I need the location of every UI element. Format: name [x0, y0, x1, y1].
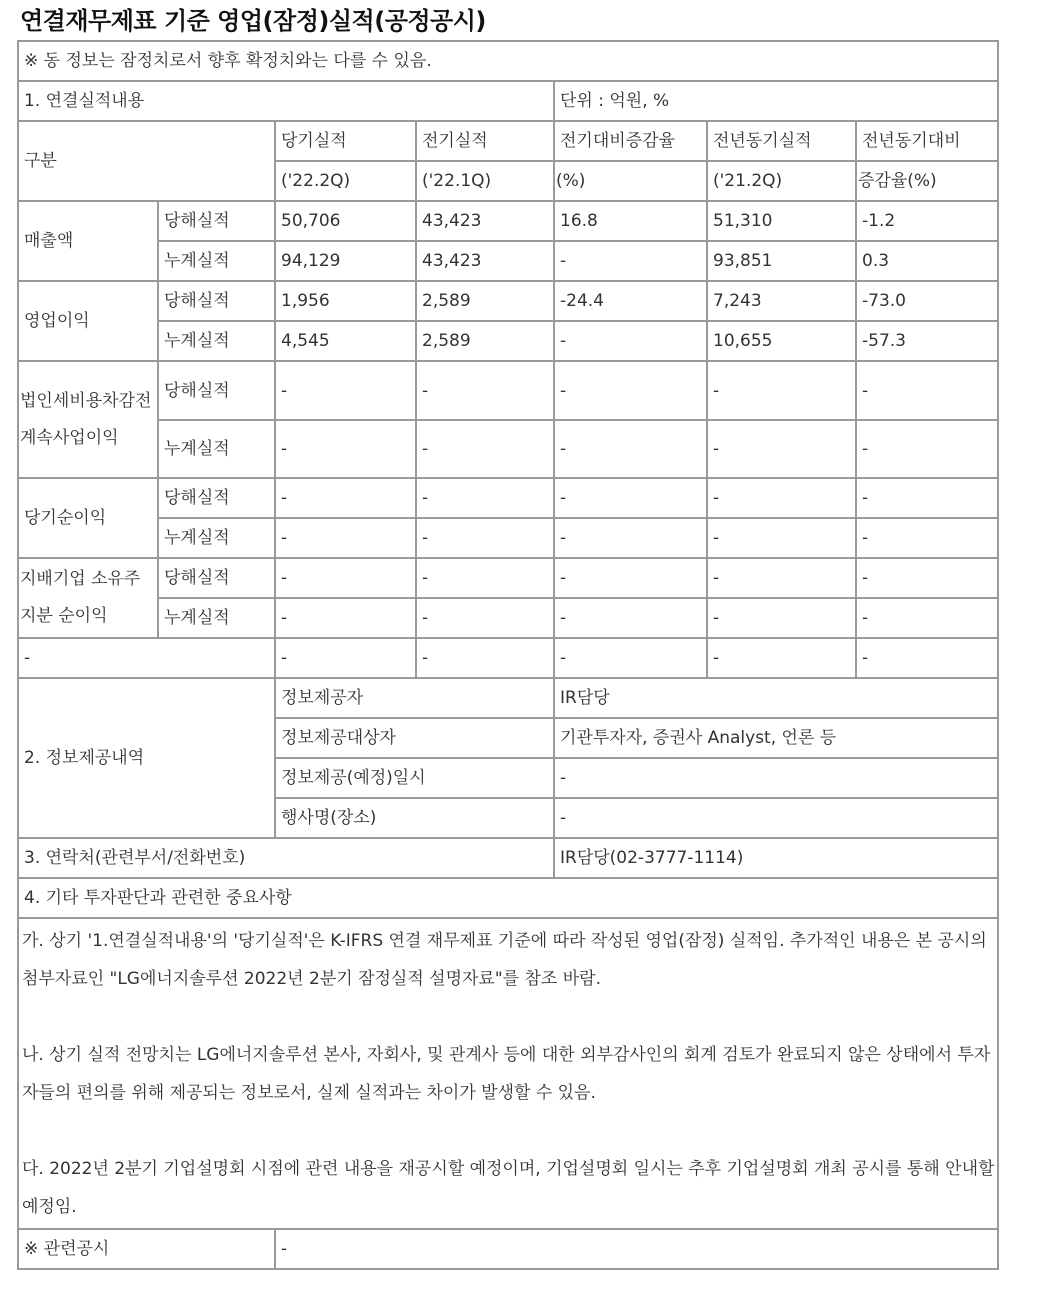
value-cell: -: [275, 518, 416, 558]
value-cell: -: [856, 558, 998, 598]
extra-row-label: -: [18, 638, 275, 678]
section1-label: 1. 연결실적내용: [18, 81, 554, 121]
value-cell: -: [554, 638, 707, 678]
value-cell: -57.3: [856, 321, 998, 361]
value-cell: -: [707, 518, 856, 558]
header-category: 구분: [18, 121, 275, 201]
row-type: 당해실적: [158, 281, 275, 321]
value-cell: 93,851: [707, 241, 856, 281]
value-cell: -: [275, 420, 416, 478]
section4-label: 4. 기타 투자판단과 관련한 중요사항: [18, 878, 998, 918]
value-cell: -1.2: [856, 201, 998, 241]
row-type: 누계실적: [158, 241, 275, 281]
row-type: 누계실적: [158, 598, 275, 638]
header-col3-bottom: (%): [554, 161, 707, 201]
section2-label: 2. 정보제공내역: [18, 678, 275, 838]
value-cell: 0.3: [856, 241, 998, 281]
header-col1-bottom: ('22.2Q): [275, 161, 416, 201]
value-cell: -: [856, 478, 998, 518]
value-cell: -: [275, 638, 416, 678]
value-cell: 43,423: [416, 241, 554, 281]
disclosure-table: [17, 40, 999, 1270]
info-value: IR담당: [554, 678, 998, 718]
unit-label: 단위 : 억원, %: [554, 81, 998, 121]
header-col2-bottom: ('22.1Q): [416, 161, 554, 201]
contact-value: IR담당(02-3777-1114): [554, 838, 998, 878]
value-cell: -: [275, 558, 416, 598]
notice-text: ※ 동 정보는 잠정치로서 향후 확정치와는 다를 수 있음.: [18, 41, 998, 81]
related-label: ※ 관련공시: [18, 1229, 275, 1269]
value-cell: -: [275, 598, 416, 638]
value-cell: -: [416, 420, 554, 478]
value-cell: -: [707, 361, 856, 420]
value-cell: -: [416, 638, 554, 678]
value-cell: 2,589: [416, 321, 554, 361]
info-key: 정보제공자: [275, 678, 554, 718]
info-value: -: [554, 798, 998, 838]
value-cell: -: [554, 518, 707, 558]
header-col5-top: 전년동기대비: [856, 121, 998, 161]
row-type: 당해실적: [158, 361, 275, 420]
value-cell: -: [416, 558, 554, 598]
value-cell: -: [554, 420, 707, 478]
info-value: -: [554, 758, 998, 798]
value-cell: 2,589: [416, 281, 554, 321]
value-cell: 1,956: [275, 281, 416, 321]
header-col2-top: 전기실적: [416, 121, 554, 161]
value-cell: 94,129: [275, 241, 416, 281]
row-type: 누계실적: [158, 420, 275, 478]
value-cell: -: [707, 598, 856, 638]
value-cell: 10,655: [707, 321, 856, 361]
row-type: 당해실적: [158, 558, 275, 598]
value-cell: 4,545: [275, 321, 416, 361]
value-cell: 50,706: [275, 201, 416, 241]
value-cell: 7,243: [707, 281, 856, 321]
value-cell: -: [856, 598, 998, 638]
value-cell: -: [856, 361, 998, 420]
value-cell: -: [554, 241, 707, 281]
value-cell: -: [554, 321, 707, 361]
value-cell: -: [707, 558, 856, 598]
notes-cell: [18, 918, 998, 1229]
value-cell: -: [856, 420, 998, 478]
page-title: 연결재무제표 기준 영업(잠정)실적(공정공시): [20, 7, 486, 35]
value-cell: -: [554, 478, 707, 518]
note-a: 가. 상기 '1.연결실적내용'의 '당기실적'은 K-IFRS 연결 재무제표 기준에 따라 작성된 영업(잠정) 실적임. 추가적인 내용은 본 공시의 첨부자료인 "LG에너지솔루션 2022년 2분기 잠정실적 설명자료"를 참조 바람.: [22, 931, 987, 989]
header-col3-top: 전기대비증감율: [554, 121, 707, 161]
value-cell: -: [707, 420, 856, 478]
value-cell: -: [856, 518, 998, 558]
value-cell: -: [554, 598, 707, 638]
info-key: 정보제공대상자: [275, 718, 554, 758]
value-cell: -: [707, 478, 856, 518]
info-key: 정보제공(예정)일시: [275, 758, 554, 798]
value-cell: -73.0: [856, 281, 998, 321]
row-type: 당해실적: [158, 478, 275, 518]
value-cell: -: [416, 478, 554, 518]
group-label-revenue: 매출액: [18, 201, 158, 281]
value-cell: -: [416, 598, 554, 638]
value-cell: 16.8: [554, 201, 707, 241]
row-type: 누계실적: [158, 321, 275, 361]
header-col4-bottom: ('21.2Q): [707, 161, 856, 201]
value-cell: -: [554, 558, 707, 598]
value-cell: -: [707, 638, 856, 678]
value-cell: -: [275, 478, 416, 518]
group-label-operating-profit: 영업이익: [18, 281, 158, 361]
note-b: 나. 상기 실적 전망치는 LG에너지솔루션 본사, 자회사, 및 관계사 등에 대한 외부감사인의 회계 검토가 완료되지 않은 상태에서 투자자들의 편의를 위해 제공되는 정보로서, 실제 실적과는 차이가 발생할 수 있음.: [22, 1045, 991, 1103]
group-label-controlling-net-income: 지배기업 소유주지분 순이익: [18, 558, 158, 638]
value-cell: 43,423: [416, 201, 554, 241]
row-type: 당해실적: [158, 201, 275, 241]
note-c: 다. 2022년 2분기 기업설명회 시점에 관련 내용을 재공시할 예정이며, 기업설명회 일시는 추후 기업설명회 개최 공시를 통해 안내할 예정임.: [22, 1159, 995, 1217]
info-key: 행사명(장소): [275, 798, 554, 838]
value-cell: -: [416, 361, 554, 420]
value-cell: -: [554, 361, 707, 420]
row-type: 누계실적: [158, 518, 275, 558]
value-cell: -: [856, 638, 998, 678]
header-col1-top: 당기실적: [275, 121, 416, 161]
header-col4-top: 전년동기실적: [707, 121, 856, 161]
info-value: 기관투자자, 증권사 Analyst, 언론 등: [554, 718, 998, 758]
value-cell: -: [275, 361, 416, 420]
section3-label: 3. 연락처(관련부서/전화번호): [18, 838, 554, 878]
group-label-net-income: 당기순이익: [18, 478, 158, 558]
group-label-pretax-income: 법인세비용차감전계속사업이익: [18, 361, 158, 478]
value-cell: -24.4: [554, 281, 707, 321]
header-col5-bottom: 증감율(%): [856, 161, 998, 201]
value-cell: 51,310: [707, 201, 856, 241]
value-cell: -: [416, 518, 554, 558]
related-value: -: [275, 1229, 998, 1269]
